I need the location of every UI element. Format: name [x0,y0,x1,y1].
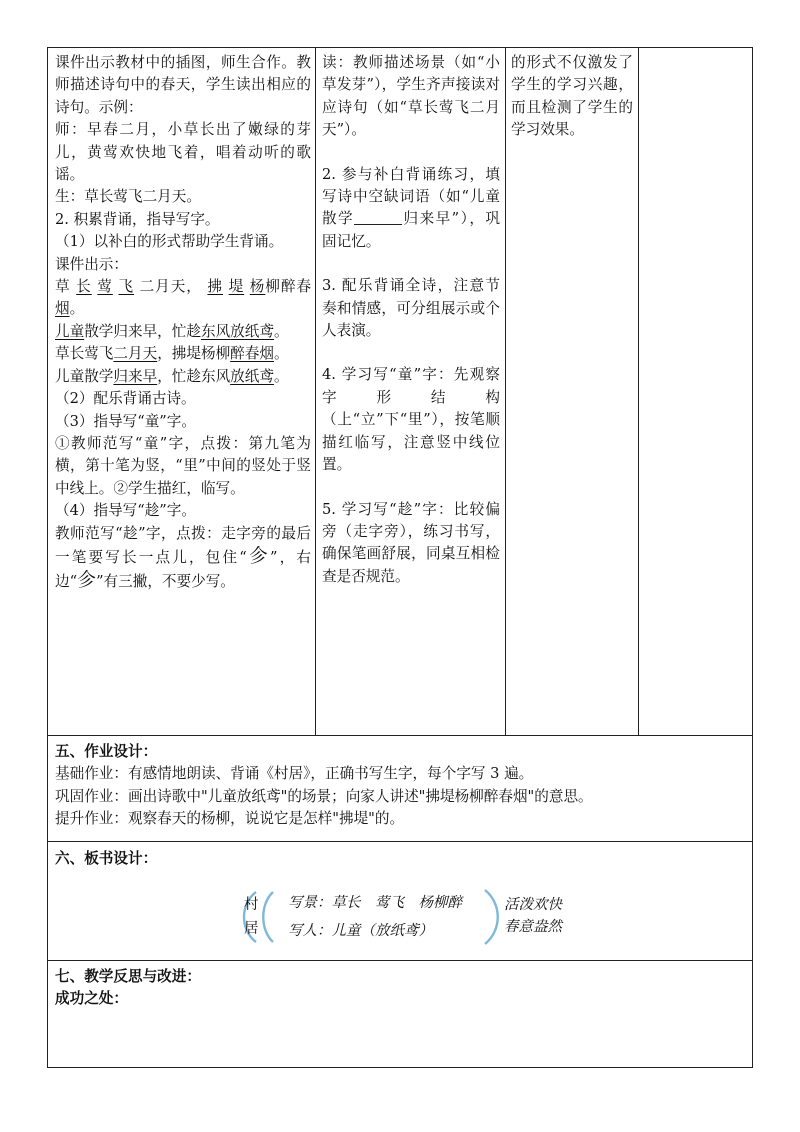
activity-text: 教师范写“趁”字，点拨：走字旁的最后一笔要写长一点儿，包住“㐱”，右边“㐱”有三撇，不要少写。 [55,524,311,592]
activity-text: ①教师范写“童”字，点拨：第九笔为横，第十笔为竖，“里”中间的竖处于竖中线上。②学生描红，临写。 [55,434,311,497]
section-title: 六、板书设计： [55,850,158,867]
row-divider [48,960,752,961]
poem-fill-line: 儿童散学归来早，忙趁东风放纸鸢。 [55,367,289,385]
student-activity: 2. 参与补白背诵练习，填写诗中空缺词语（如“儿童散学 归来早”），巩固记忆。 [322,165,500,250]
board-section [55,848,745,954]
lesson-plan-table [47,47,753,1068]
blackboard-diagram [230,886,590,948]
student-activity: 3. 配乐背诵全诗，注意节奏和情感，可分组展示或个人表演。 [322,277,500,340]
activity-text: 师：早春二月，小草长出了嫩绿的芽儿，黄莺欢快地飞着，唱着动听的歌谣。 [55,121,311,184]
activity-text: 课件出示： [55,255,128,273]
activity-text: 生：草长莺飞二月天。 [55,188,201,206]
board-summary-line: 春意盎然 [504,919,562,935]
activity-text: （2）配乐背诵古诗。 [55,390,196,408]
radical-glyph: 㐱 [77,569,97,592]
student-activity: 4. 学习写“童”字：先观察字形结构（上“立”下“里”），按笔顺描红临写，注意竖中线位置。 [322,366,500,474]
success-label: 成功之处： [55,990,128,1008]
student-activities-cell [322,52,500,588]
row-divider [48,841,752,842]
board-summary-line: 活泼欢快 [504,897,562,913]
homework-extend: 提升作业：观察春天的杨柳，说说它是怎样"拂堤"的。 [55,810,405,828]
homework-consolidate: 巩固作业：画出诗歌中"儿童放纸鸢"的场景；向家人讲述"拂堤杨柳醉春烟"的意思。 [55,787,593,805]
poem-title-char: 村 [244,897,259,913]
activity-text: （4）指导写“趁”字。 [55,502,196,520]
activity-text: （3）指导写“童”字。 [55,412,196,430]
section-title: 七、教学反思与改进： [55,968,201,985]
fill-blank [354,210,402,225]
row-divider [48,735,752,736]
homework-basic: 基础作业：有感情地朗读、背诵《村居》，正确书写生字，每个字写 3 遍。 [55,765,534,783]
radical-glyph: 㐱 [246,544,271,567]
design-intent-cell [511,52,633,142]
board-scene-line: 写景：草长 莺飞 杨柳醉 [288,895,462,911]
board-people-line: 写人：儿童（放纸鸢） [288,923,433,939]
poem-fill-line: 草长莺飞二月天，拂堤杨柳醉春烟。 [55,345,289,363]
design-intent-text: 的形式不仅激发了学生的学习兴趣，而且检测了学生的学习效果。 [511,54,633,139]
student-activity: 读：教师描述场景（如“小草发芽”），学生齐声接读对应诗句（如“草长莺飞二月天”）。 [322,54,500,139]
column-divider [505,48,506,735]
activity-text: 课件出示教材中的插图，师生合作。教师描述诗句中的春天，学生读出相应的诗句。示例： [55,54,311,116]
poem-fill-line: 儿童散学归来早，忙趁东风放纸鸢。 [55,322,289,340]
activity-text: 2. 积累背诵，指导写字。 [55,210,220,228]
homework-section [55,741,745,831]
poem-title-char: 居 [244,921,259,937]
student-activity: 5. 学习写“趁”字：比较偏旁（走字旁），练习书写，确保笔画舒展，同桌互相检查是否规范。 [322,500,500,585]
activity-text: （1）以补白的形式帮助学生背诵。 [55,233,284,251]
teacher-activities-cell [55,52,311,594]
column-divider [315,48,316,735]
column-divider [638,48,639,735]
section-title: 五、作业设计： [55,743,158,760]
reflection-section [55,966,745,1011]
poem-fill-line: 草 长 莺 飞 二月天， 拂 堤 杨柳醉春 烟。 [55,278,311,318]
